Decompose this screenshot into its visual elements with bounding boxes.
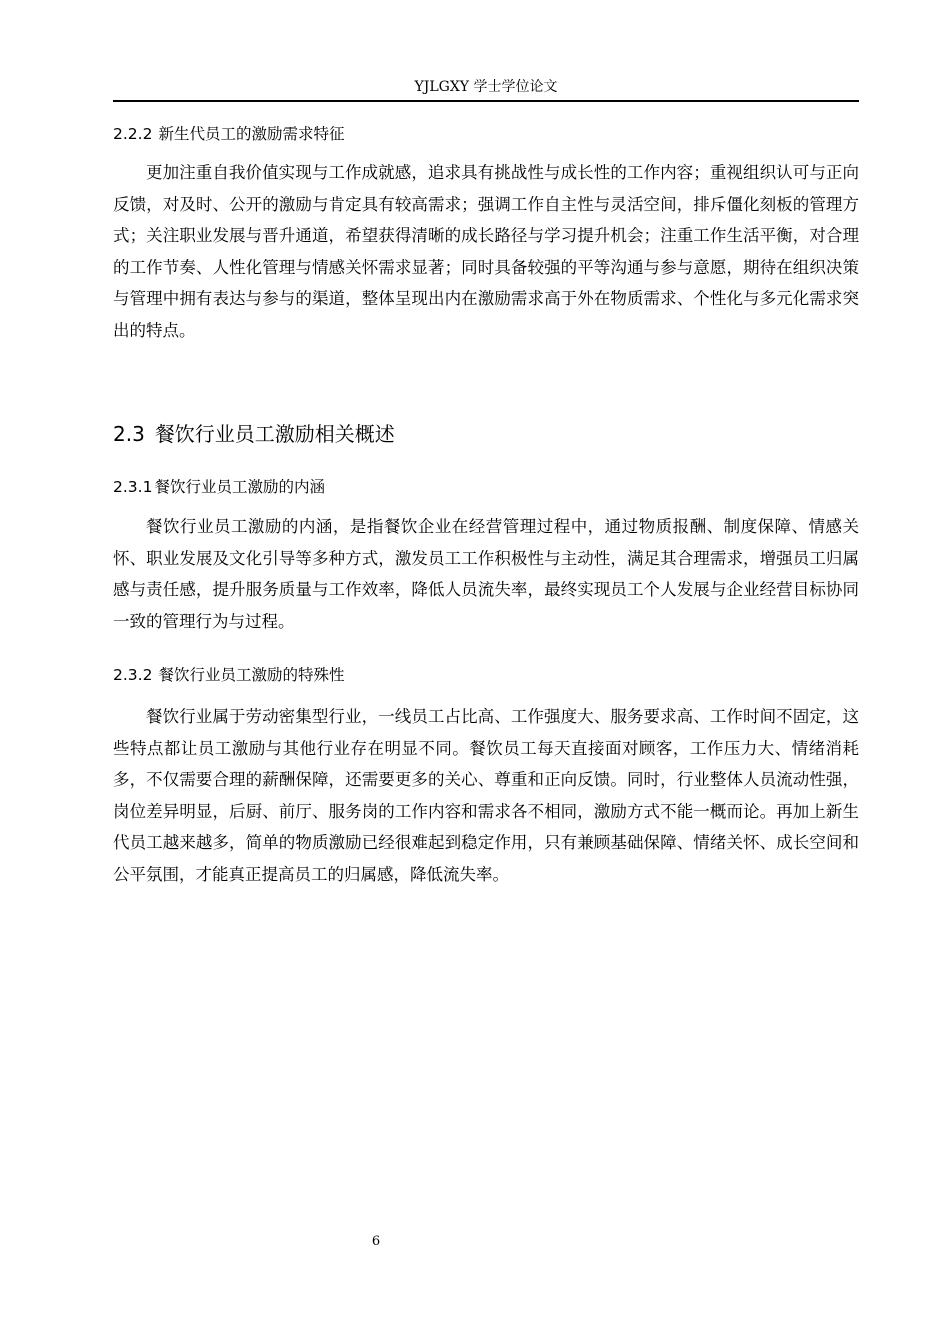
- heading-title: 新生代员工的激励需求特征: [158, 125, 345, 143]
- heading-2-3: [113, 421, 395, 447]
- heading-2-3-1: [113, 477, 325, 497]
- heading-2-2-2: [113, 124, 344, 144]
- paragraph-2-3-1: 餐饮行业员工激励的内涵，是指餐饮企业在经营管理过程中，通过物质报酬、制度保障、情感关怀、职业发展及文化引导等多种方式，激发员工工作积极性与主动性，满足其合理需求，增强员工归属感与责任感，提升服务质量与工作效率，降低人员流失率，最终实现员工个人发展与企业经营目标协同一致的管理行为与过程。: [113, 517, 859, 631]
- heading-number: 2.2.2: [113, 125, 153, 143]
- heading-title: 餐饮行业员工激励的内涵: [154, 478, 325, 496]
- running-header: YJLGXY 学士学位论文: [414, 79, 558, 95]
- heading-number: 2.3.1: [113, 478, 153, 496]
- heading-number: 2.3: [113, 422, 145, 446]
- heading-title: 餐饮行业员工激励相关概述: [154, 422, 395, 446]
- heading-title: 餐饮行业员工激励的特殊性: [158, 666, 345, 684]
- heading-number: 2.3.2: [113, 666, 153, 684]
- page-number: 6: [371, 1234, 381, 1249]
- header-rule: [113, 100, 859, 102]
- heading-2-3-2: [113, 665, 344, 685]
- paragraph-2-2-2: 更加注重自我价值实现与工作成就感，追求具有挑战性与成长性的工作内容；重视组织认可与正向反馈，对及时、公开的激励与肯定具有较高需求；强调工作自主性与灵活空间，排斥僵化刻板的管理方式；关注职业发展与晋升通道，希望获得清晰的成长路径与学习提升机会；注重工作生活平衡，对合理的工作节奏、人性化管理与情感关怀需求显著；同时具备较强的平等沟通与参与意愿，期待在组织决策与管理中拥有表达与参与的渠道，整体呈现出内在激励需求高于外在物质需求、个性化与多元化需求突出的特点。: [113, 163, 859, 340]
- paragraph-2-3-2: 餐饮行业属于劳动密集型行业，一线员工占比高、工作强度大、服务要求高、工作时间不固定，这些特点都让员工激励与其他行业存在明显不同。餐饮员工每天直接面对顾客，工作压力大、情绪消耗多，不仅需要合理的薪酬保障，还需要更多的关心、尊重和正向反馈。同时，行业整体人员流动性强，岗位差异明显，后厨、前厅、服务岗的工作内容和需求各不相同，激励方式不能一概而论。再加上新生代员工越来越多，简单的物质激励已经很难起到稳定作用，只有兼顾基础保障、情绪关怀、成长空间和公平氛围，才能真正提高员工的归属感，降低流失率。: [113, 707, 859, 884]
